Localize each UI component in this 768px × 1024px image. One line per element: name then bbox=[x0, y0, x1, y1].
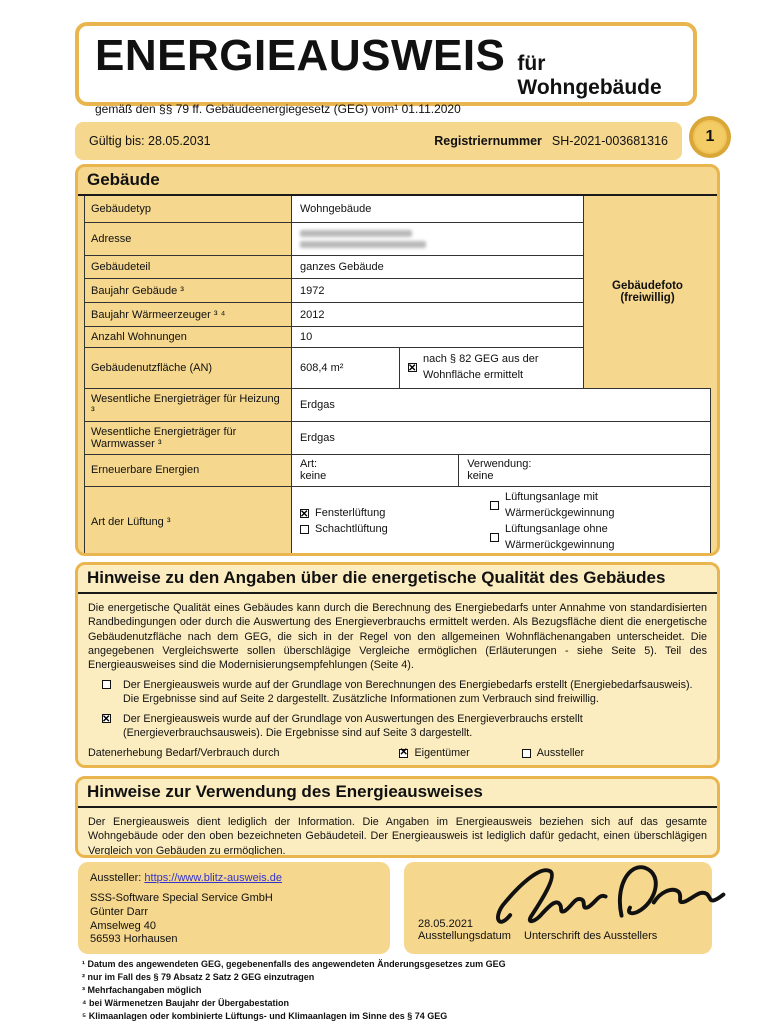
checkbox-label bbox=[123, 765, 647, 768]
field-value: Wohngebäude bbox=[292, 196, 583, 222]
field-label: Anzahl Wohnungen bbox=[85, 327, 292, 347]
section-gebaeude bbox=[75, 164, 720, 556]
field-label: Erneuerbare Energien bbox=[85, 455, 292, 486]
checkbox-label: Fensterlüftung bbox=[315, 506, 386, 519]
checkbox-wohnflaeche-icon[interactable] bbox=[408, 363, 417, 372]
table-row-adresse bbox=[85, 223, 583, 256]
checkbox-label: Aussteller bbox=[536, 747, 585, 760]
field-value: ganzes Gebäude bbox=[292, 256, 583, 278]
building-table-upper bbox=[84, 196, 584, 389]
table-row-heizung bbox=[85, 389, 710, 422]
checkbox-label: Schachtlüftung bbox=[315, 522, 388, 535]
art-label: Art: bbox=[300, 458, 318, 471]
issuer-box bbox=[78, 862, 390, 954]
issuer-website-link[interactable]: https://www.blitz-ausweis.de bbox=[144, 872, 282, 884]
art-value: keine bbox=[300, 470, 327, 483]
quality-checkbox-verbrauch bbox=[78, 706, 717, 740]
checkbox-aussteller-icon[interactable] bbox=[522, 749, 531, 758]
table-row-anzahl-wohnungen bbox=[85, 327, 583, 348]
section-title-usage: Hinweise zur Verwendung des Energieausweises bbox=[78, 779, 717, 808]
checkbox-fensterlueftung-icon[interactable] bbox=[300, 509, 309, 518]
issue-date-label: Ausstellungsdatum bbox=[418, 930, 511, 942]
page-number-badge: 1 bbox=[689, 116, 731, 158]
table-row-baujahr-waermeerzeuger bbox=[85, 303, 583, 327]
signature-box bbox=[404, 862, 712, 954]
valid-until: Gültig bis: 28.05.2031 bbox=[89, 134, 211, 148]
photo-label-line1: Gebäudefoto bbox=[612, 279, 683, 292]
field-value: 1972 bbox=[292, 279, 583, 302]
checkbox-lueftungsanlage-mit-icon[interactable] bbox=[490, 501, 499, 510]
checkbox-label: Der Energieausweis wurde auf der Grundlage von Berechnungen des Energiebedarfs erstellt (Energiebedarfsausweis). Die Ergebnisse sind auf Seite 2 dargestellt. Zusätzliche Informationen zum Verbrauch sind freiwillig. bbox=[123, 679, 693, 706]
section-usage-hints bbox=[75, 776, 720, 858]
quality-intro-paragraph: Die energetische Qualität eines Gebäudes kann durch die Berechnung des Energiebedarfs unter Annahme von standardisierten Randbedingungen oder durch die Auswertung des Energieverbrauchs ermittelt werden. Als Bezugsfläche dient die energetische Gebäudenutzfläche nach dem GEG, die sich in der Regel von den allgemeinen Wohnflächenangaben unterscheidet. Die angegebenen Vergleichswerte sollen überschlägige Vergleiche ermöglichen (Erläuterungen - siehe Seite 5). Teil des Energieausweises sind die Modernisierungsempfehlungen (Seite 4). bbox=[88, 602, 707, 671]
usage-paragraph: Der Energieausweis dient lediglich der Information. Die Angaben im Energieausweis beziehen sich auf das gesamte Wohngebäude oder den oben bezeichneten Gebäudeteil. Der Energieausweis ist lediglich dafür gedacht, einen überschlägigen Vergleich von Gebäuden zu ermöglichen. bbox=[88, 816, 707, 857]
validity-bar bbox=[75, 122, 682, 160]
table-row-erneuerbare bbox=[85, 455, 710, 487]
issue-date: 28.05.2021 bbox=[418, 918, 474, 930]
footnotes bbox=[82, 958, 506, 1023]
field-label: Gebäudenutzfläche (AN) bbox=[85, 348, 292, 388]
table-row-baujahr-gebaeude bbox=[85, 279, 583, 303]
page-title: ENERGIEAUSWEIS bbox=[95, 31, 506, 80]
footnote-1: ¹ Datum des angewendeten GEG, gegebenenfalls des angewendeten Änderungsgesetzes zum GEG bbox=[82, 959, 506, 969]
nutzflaeche-checkbox-row bbox=[400, 348, 583, 388]
registration-number: SH-2021-003681316 bbox=[551, 134, 668, 148]
verwendung-label: Verwendung: bbox=[467, 458, 532, 471]
page-subtitle: für Wohngebäude bbox=[517, 52, 662, 99]
table-row-lueftung bbox=[85, 487, 710, 556]
registration-label: Registriernummer bbox=[434, 134, 542, 148]
issue-date-block bbox=[418, 918, 511, 942]
footnote-5: ⁵ Klimaanlagen oder kombinierte Lüftungs- und Klimaanlagen im Sinne des § 74 GEG bbox=[82, 1011, 448, 1022]
field-label: Gebäudetyp bbox=[85, 196, 292, 222]
building-photo-placeholder bbox=[584, 196, 711, 389]
field-label: Wesentliche Energieträger für Heizung ³ bbox=[85, 389, 292, 421]
checkbox-verbrauchsausweis-icon[interactable] bbox=[102, 714, 111, 723]
quality-checkbox-bedarf bbox=[78, 672, 717, 706]
address-redacted-line-1 bbox=[300, 230, 412, 237]
checkbox-label: Lüftungsanlage mit Wärmerückgewinnung bbox=[505, 490, 615, 519]
footnote-4: ⁴ bei Wärmenetzen Baujahr der Übergabestation bbox=[82, 998, 289, 1009]
header-box bbox=[75, 22, 697, 116]
table-row-warmwasser bbox=[85, 422, 710, 455]
address-redacted bbox=[292, 223, 583, 255]
section-title-quality: Hinweise zu den Angaben über die energetische Qualität des Gebäudes bbox=[78, 565, 717, 594]
field-label: Adresse bbox=[85, 223, 292, 255]
field-label: Art der Lüftung ³ bbox=[85, 487, 292, 556]
section-quality-hints bbox=[75, 562, 720, 768]
footnote-2: ² nur im Fall des § 79 Absatz 2 Satz 2 GEG einzutragen bbox=[82, 972, 315, 983]
footnote-3: ³ Mehrfachangaben möglich bbox=[82, 985, 202, 996]
field-label: Gebäudeteil bbox=[85, 256, 292, 278]
datenerhebung-label: Datenerhebung Bedarf/Verbrauch durch bbox=[88, 747, 280, 760]
issuer-street: Amselweg 40 bbox=[90, 919, 157, 932]
quality-checkbox-zusatz bbox=[78, 759, 717, 768]
issuer-company: SSS-Software Special Service GmbH bbox=[90, 892, 273, 904]
field-label: Baujahr Wärmeerzeuger ³ ⁴ bbox=[85, 303, 292, 326]
table-row-gebaeudeteil bbox=[85, 256, 583, 279]
checkbox-label: nach § 82 GEG aus der Wohnfläche ermittelt bbox=[423, 353, 539, 381]
signature-label: Unterschrift des Ausstellers bbox=[524, 930, 658, 942]
building-table-lower bbox=[84, 389, 711, 556]
field-label: Baujahr Gebäude ³ bbox=[85, 279, 292, 302]
signature bbox=[491, 846, 734, 940]
field-value: 608,4 m² bbox=[292, 348, 400, 388]
section-title-gebaeude: Gebäude bbox=[78, 167, 717, 196]
checkbox-bedarfsausweis-icon[interactable] bbox=[102, 680, 111, 689]
law-reference: gemäß den §§ 79 ff. Gebäudeenergiegesetz (GEG) vom¹ 01.11.2020 bbox=[95, 102, 461, 116]
datenerhebung-row bbox=[78, 740, 717, 759]
issuer-label: Aussteller: bbox=[90, 872, 142, 884]
photo-label-line2: (freiwillig) bbox=[620, 291, 675, 304]
checkbox-lueftungsanlage-ohne-icon[interactable] bbox=[490, 533, 499, 542]
checkbox-label: Lüftungsanlage ohne Wärmerückgewinnung bbox=[505, 522, 615, 551]
checkbox-label: Der Energieausweis wurde auf der Grundlage von Auswertungen des Energieverbrauchs erstellt (Energieverbrauchsausweis). Die Ergebnisse sind auf Seite 3 dargestellt. bbox=[123, 713, 583, 740]
verwendung-value: keine bbox=[467, 470, 494, 483]
issuer-address bbox=[90, 892, 378, 947]
issuer-city: 56593 Horhausen bbox=[90, 933, 178, 946]
field-value: 10 bbox=[292, 327, 583, 347]
checkbox-label: Eigentümer bbox=[414, 747, 470, 760]
checkbox-eigentuemer-icon[interactable] bbox=[399, 749, 408, 758]
field-label: Wesentliche Energieträger für Warmwasser ³ bbox=[85, 422, 292, 454]
table-row-nutzflaeche bbox=[85, 348, 583, 388]
address-redacted-line-2 bbox=[300, 241, 426, 248]
issuer-name: Günter Darr bbox=[90, 905, 149, 918]
table-row-gebaeudetyp bbox=[85, 196, 583, 223]
checkbox-schachtlueftung-icon[interactable] bbox=[300, 525, 309, 534]
field-value: Erdgas bbox=[292, 389, 710, 421]
field-value: 2012 bbox=[292, 303, 583, 326]
checkbox-zusatzinfo-icon[interactable] bbox=[102, 767, 111, 768]
field-value: Erdgas bbox=[292, 422, 710, 454]
